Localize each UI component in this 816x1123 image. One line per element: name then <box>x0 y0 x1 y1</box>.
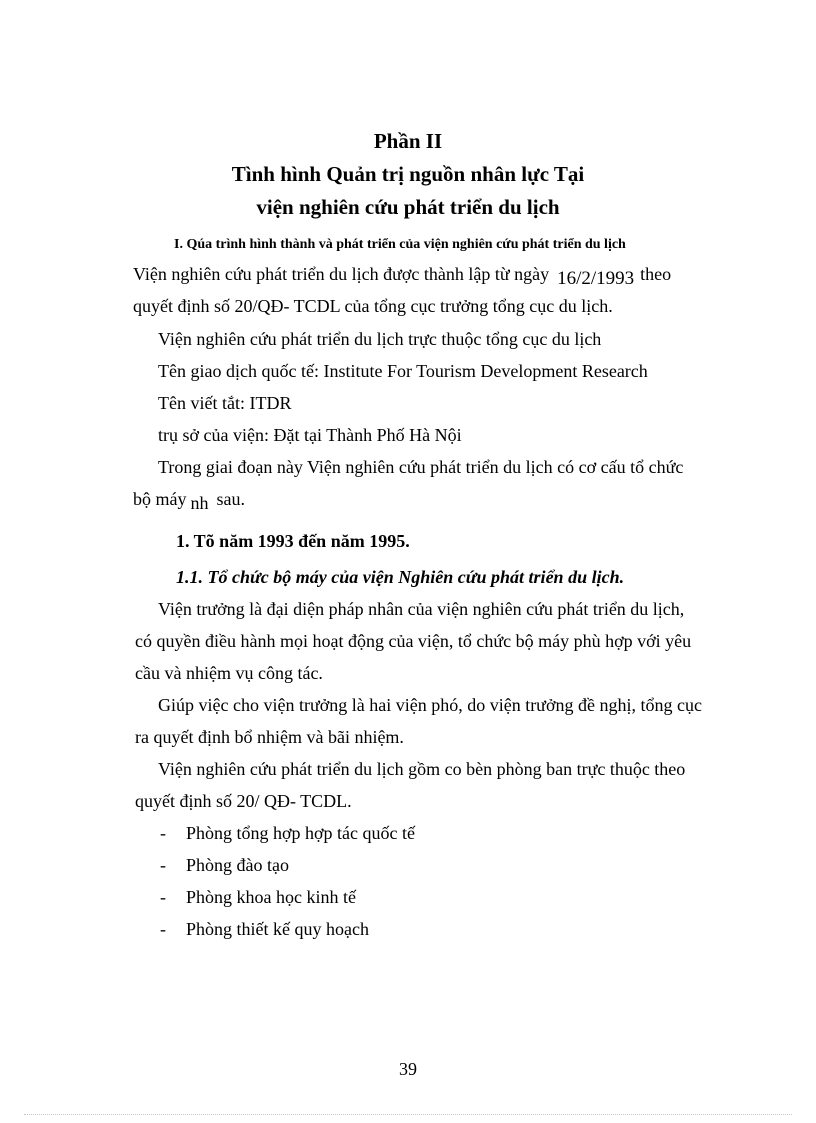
list-dash: - <box>160 855 166 875</box>
paragraph-4: Tên viết tắt: ITDR <box>158 393 292 413</box>
subsection-1-heading: 1. Tõ năm 1993 đến năm 1995. <box>176 531 410 551</box>
department-name: Phòng tổng hợp hợp tác quốc tế <box>186 823 416 843</box>
paragraph-1-line-2: quyết định số 20/QĐ- TCDL của tổng cục trưởng tổng cục du lịch. <box>133 296 613 316</box>
list-dash: - <box>160 823 166 843</box>
paragraph-7-line-3: cầu và nhiệm vụ công tác. <box>135 663 323 683</box>
paragraph-6-end: sau. <box>216 489 245 509</box>
paragraph-6-nh: nh <box>190 493 209 513</box>
paragraph-6-start: bộ máy <box>133 489 187 509</box>
list-dash: - <box>160 919 166 939</box>
list-dash: - <box>160 887 166 907</box>
section-heading: I. Qúa trình hình thành và phát triển của viện nghiên cứu phát triển du lịch <box>174 237 626 252</box>
list-item <box>160 918 369 940</box>
department-name: Phòng khoa học kinh tế <box>186 887 356 907</box>
paragraph-7-line-1: Viện trưởng là đại diện pháp nhân của viện nghiên cứu phát triển du lịch, <box>158 599 685 619</box>
paragraph-6-line-1: Trong giai đoạn này Viện nghiên cứu phát triển du lịch có cơ cấu tổ chức <box>158 457 684 477</box>
list-item <box>160 854 289 876</box>
paragraph-2: Viện nghiên cứu phát triển du lịch trực thuộc tổng cục du lịch <box>158 329 602 349</box>
paragraph-1-end: theo <box>640 264 672 284</box>
part-title: Phần II <box>373 129 443 153</box>
list-item <box>160 886 356 908</box>
founding-date: 16/2/1993 <box>557 268 635 289</box>
paragraph-1-line-1 <box>133 263 672 289</box>
department-name: Phòng thiết kế quy hoạch <box>186 919 369 939</box>
paragraph-9-line-2: quyết định số 20/ QĐ- TCDL. <box>135 791 352 811</box>
chapter-title-line-1: Tình hình Quản trị nguồn nhân lực Tại <box>231 162 585 186</box>
paragraph-5: trụ sở của viện: Đặt tại Thành Phố Hà Nội <box>158 425 462 445</box>
paragraph-6-line-2 <box>133 488 245 513</box>
chapter-title-line-2: viện nghiên cứu phát triển du lịch <box>256 195 560 219</box>
paragraph-1-text: Viện nghiên cứu phát triển du lịch được thành lập từ ngày <box>133 264 550 284</box>
paragraph-3: Tên giao dịch quốc tế: Institute For Tourism Development Research <box>158 361 648 381</box>
list-item <box>160 822 415 844</box>
page-bottom-divider <box>24 1114 792 1115</box>
department-name: Phòng đào tạo <box>186 855 289 875</box>
paragraph-8-line-1: Giúp việc cho viện trưởng là hai viện phó, do viện trưởng đề nghị, tổng cục <box>158 695 702 715</box>
page-number: 39 <box>399 1059 417 1079</box>
subsection-1-1-heading: 1.1. Tổ chức bộ máy của viện Nghiên cứu phát triển du lịch. <box>176 567 625 587</box>
paragraph-8-line-2: ra quyết định bổ nhiệm và bãi nhiệm. <box>135 727 404 747</box>
paragraph-7-line-2: có quyền điều hành mọi hoạt động của viện, tổ chức bộ máy phù hợp với yêu <box>135 631 692 651</box>
paragraph-9-line-1: Viện nghiên cứu phát triển du lịch gồm co bèn phòng ban trực thuộc theo <box>158 759 686 779</box>
